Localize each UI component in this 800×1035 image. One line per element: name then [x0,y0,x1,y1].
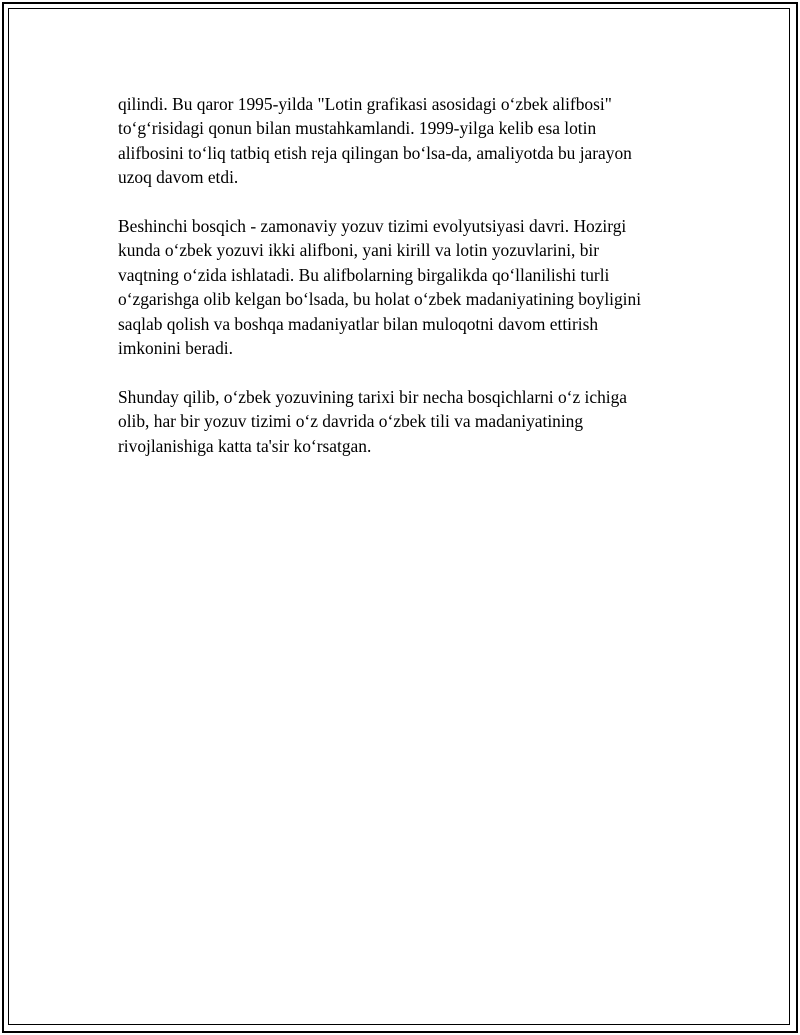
text-line: kunda o‘zbek yozuvi ikki alifboni, yani kirill va lotin yozuvlarini, bir [118,240,600,261]
text-line: o‘zgarishga olib kelgan bo‘lsada, bu holat o‘zbek madaniyatining boyligini [118,289,642,310]
text-line: saqlab qolish va boshqa madaniyatlar bilan muloqotni davom ettirish [118,313,599,334]
text-line: alifbosini to‘liq tatbiq etish reja qilingan bo‘lsa-da, amaliyotda bu jarayon [118,142,632,163]
paragraph [118,92,688,190]
paragraph [118,214,688,360]
text-line: to‘g‘risidagi qonun bilan mustahkamlandi. 1999-yilga kelib esa lotin [118,118,597,139]
text-line: Beshinchi bosqich - zamonaviy yozuv tizimi evolyutsiyasi davri. Hozirgi [118,216,627,237]
text-line: qilindi. Bu qaror 1995-yilda "Lotin grafikasi asosidagi o‘zbek alifbosi" [118,94,612,114]
text-line: rivojlanishiga katta ta'sir ko‘rsatgan. [118,435,372,456]
text-line: vaqtning o‘zida ishlatadi. Bu alifbolarning birgalikda qo‘llanilishi turli [118,264,610,285]
text-line: olib, har bir yozuv tizimi o‘z davrida o‘zbek tili va madaniyatining [118,411,584,432]
document-body [118,92,688,482]
paragraph [118,385,688,458]
text-line: imkonini beradi. [118,338,233,359]
text-line: uzoq davom etdi. [118,167,239,188]
text-line: Shunday qilib, o‘zbek yozuvining tarixi bir necha bosqichlarni o‘z ichiga [118,386,628,407]
